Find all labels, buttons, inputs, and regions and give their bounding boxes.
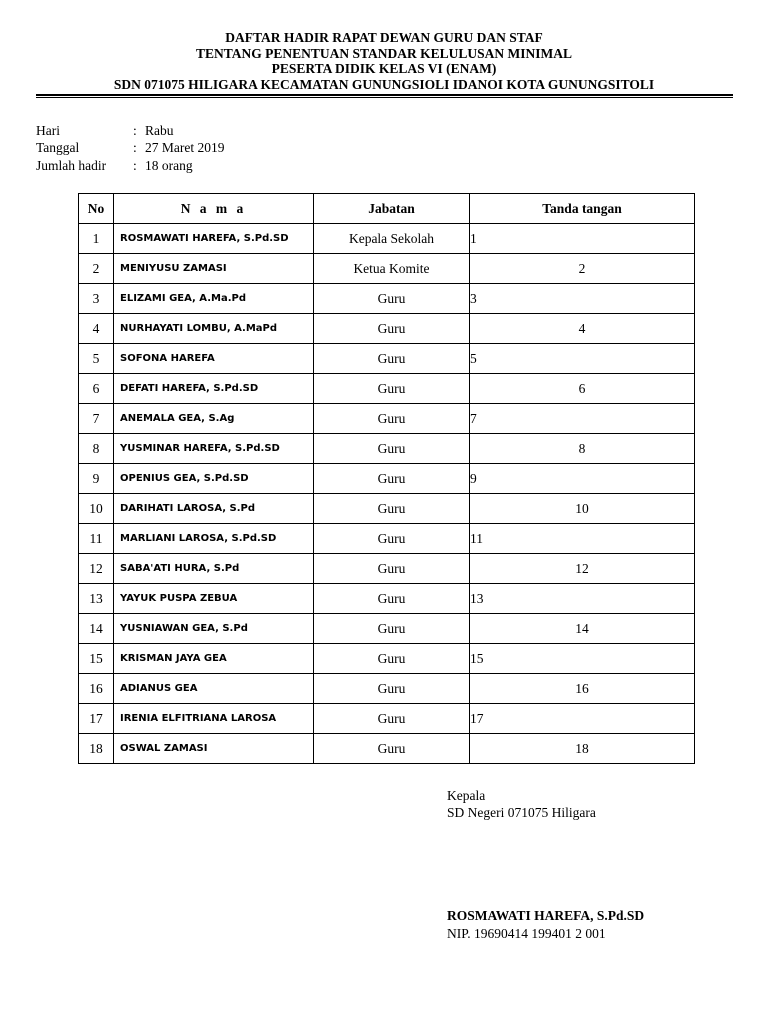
cell-no: 12 [79, 554, 114, 584]
cell-nama: SABA'ATI HURA, S.Pd [114, 554, 314, 584]
cell-tanda-tangan: 7 [470, 404, 695, 434]
signer-name: ROSMAWATI HAREFA, S.Pd.SD [447, 908, 645, 923]
signer-nip: NIP. 19690414 199401 2 001 [447, 926, 606, 941]
cell-jabatan: Guru [314, 314, 470, 344]
table-row [79, 434, 695, 464]
cell-tanda-tangan: 16 [470, 674, 695, 704]
table-row [79, 644, 695, 674]
cell-no: 16 [79, 674, 114, 704]
cell-nama: YAYUK PUSPA ZEBUA [114, 584, 314, 614]
cell-nama: SOFONA HAREFA [114, 344, 314, 374]
closing-title: Kepala [447, 788, 486, 803]
cell-jabatan: Guru [314, 434, 470, 464]
cell-tanda-tangan: 18 [470, 734, 695, 764]
cell-jabatan: Guru [314, 704, 470, 734]
header-line-2: TENTANG PENENTUAN STANDAR KELULUSAN MINIMAL [195, 45, 573, 61]
header-line-4: SDN 071075 HILIGARA KECAMATAN GUNUNGSIOLI IDANOI KOTA GUNUNGSITOLI [113, 76, 655, 92]
cell-no: 2 [79, 254, 114, 284]
cell-jabatan: Guru [314, 464, 470, 494]
table-row [79, 494, 695, 524]
cell-tanda-tangan: 2 [470, 254, 695, 284]
cell-jabatan: Guru [314, 344, 470, 374]
cell-no: 6 [79, 374, 114, 404]
cell-jabatan: Guru [314, 494, 470, 524]
meta-row-tanggal [36, 140, 224, 158]
header-divider-thick [36, 94, 733, 96]
header-line-1: DAFTAR HADIR RAPAT DEWAN GURU DAN STAF [225, 30, 543, 45]
cell-tanda-tangan: 4 [470, 314, 695, 344]
cell-jabatan: Guru [314, 734, 470, 764]
cell-nama: OSWAL ZAMASI [114, 734, 314, 764]
cell-jabatan: Guru [314, 524, 470, 554]
meta-row-hari [36, 122, 224, 140]
cell-no: 15 [79, 644, 114, 674]
cell-nama: NURHAYATI LOMBU, A.MaPd [114, 314, 314, 344]
cell-no: 3 [79, 284, 114, 314]
table-row [79, 344, 695, 374]
signer-block [447, 907, 644, 943]
cell-jabatan: Ketua Komite [314, 254, 470, 284]
cell-nama: DARIHATI LAROSA, S.Pd [114, 494, 314, 524]
cell-nama: ELIZAMI GEA, A.Ma.Pd [114, 284, 314, 314]
cell-nama: MENIYUSU ZAMASI [114, 254, 314, 284]
meeting-meta [36, 122, 224, 175]
cell-nama: OPENIUS GEA, S.Pd.SD [114, 464, 314, 494]
cell-no: 11 [79, 524, 114, 554]
cell-no: 10 [79, 494, 114, 524]
meta-tanggal-value: 27 Maret 2019 [145, 140, 225, 156]
header-line-3: PESERTA DIDIK KELAS VI (ENAM) [271, 61, 497, 76]
cell-jabatan: Guru [314, 554, 470, 584]
meta-colon: : [133, 122, 137, 138]
document-header [0, 30, 768, 92]
cell-nama: ADIANUS GEA [114, 674, 314, 704]
cell-tanda-tangan: 10 [470, 494, 695, 524]
cell-nama: IRENIA ELFITRIANA LAROSA [114, 704, 314, 734]
table-row [79, 524, 695, 554]
cell-no: 18 [79, 734, 114, 764]
table-row [79, 314, 695, 344]
table-row [79, 224, 695, 254]
cell-nama: ROSMAWATI HAREFA, S.Pd.SD [114, 224, 314, 254]
col-header-tanda-tangan: Tanda tangan [470, 194, 695, 224]
cell-jabatan: Guru [314, 284, 470, 314]
cell-no: 7 [79, 404, 114, 434]
meta-jumlah-value: 18 orang [145, 157, 193, 173]
cell-tanda-tangan: 1 [470, 224, 695, 254]
cell-no: 1 [79, 224, 114, 254]
cell-jabatan: Guru [314, 674, 470, 704]
cell-jabatan: Guru [314, 584, 470, 614]
cell-tanda-tangan: 15 [470, 644, 695, 674]
meta-jumlah-label: Jumlah hadir [36, 157, 107, 173]
table-row [79, 374, 695, 404]
table-row [79, 404, 695, 434]
meta-hari-value: Rabu [145, 122, 174, 138]
meta-tanggal-label: Tanggal [36, 140, 80, 156]
cell-no: 5 [79, 344, 114, 374]
meta-colon: : [133, 140, 137, 156]
table-row [79, 584, 695, 614]
cell-nama: MARLIANI LAROSA, S.Pd.SD [114, 524, 314, 554]
cell-no: 14 [79, 614, 114, 644]
cell-nama: YUSNIAWAN GEA, S.Pd [114, 614, 314, 644]
cell-jabatan: Kepala Sekolah [314, 224, 470, 254]
table-row [79, 254, 695, 284]
cell-no: 9 [79, 464, 114, 494]
table-row [79, 614, 695, 644]
cell-tanda-tangan: 17 [470, 704, 695, 734]
col-header-jabatan: Jabatan [314, 194, 470, 224]
cell-tanda-tangan: 13 [470, 584, 695, 614]
closing-institution: SD Negeri 071075 Hiligara [447, 805, 596, 820]
header-divider-thin [36, 97, 733, 98]
table-row [79, 734, 695, 764]
cell-jabatan: Guru [314, 614, 470, 644]
col-header-nama: N a m a [114, 194, 314, 224]
cell-no: 17 [79, 704, 114, 734]
cell-nama: YUSMINAR HAREFA, S.Pd.SD [114, 434, 314, 464]
cell-tanda-tangan: 3 [470, 284, 695, 314]
table-row [79, 674, 695, 704]
cell-nama: DEFATI HAREFA, S.Pd.SD [114, 374, 314, 404]
cell-jabatan: Guru [314, 404, 470, 434]
cell-nama: KRISMAN JAYA GEA [114, 644, 314, 674]
cell-jabatan: Guru [314, 374, 470, 404]
meta-colon: : [133, 157, 137, 173]
cell-no: 4 [79, 314, 114, 344]
col-header-no: No [79, 194, 114, 224]
meta-row-jumlah [36, 157, 224, 175]
cell-nama: ANEMALA GEA, S.Ag [114, 404, 314, 434]
cell-tanda-tangan: 11 [470, 524, 695, 554]
cell-tanda-tangan: 9 [470, 464, 695, 494]
cell-tanda-tangan: 12 [470, 554, 695, 584]
cell-no: 13 [79, 584, 114, 614]
table-row [79, 284, 695, 314]
table-header-row [79, 194, 695, 224]
table-row [79, 704, 695, 734]
cell-jabatan: Guru [314, 644, 470, 674]
table-row [79, 554, 695, 584]
cell-no: 8 [79, 434, 114, 464]
cell-tanda-tangan: 5 [470, 344, 695, 374]
cell-tanda-tangan: 8 [470, 434, 695, 464]
attendance-table [78, 193, 695, 764]
table-row [79, 464, 695, 494]
cell-tanda-tangan: 6 [470, 374, 695, 404]
closing-block [447, 787, 596, 821]
cell-tanda-tangan: 14 [470, 614, 695, 644]
meta-hari-label: Hari [36, 122, 60, 138]
